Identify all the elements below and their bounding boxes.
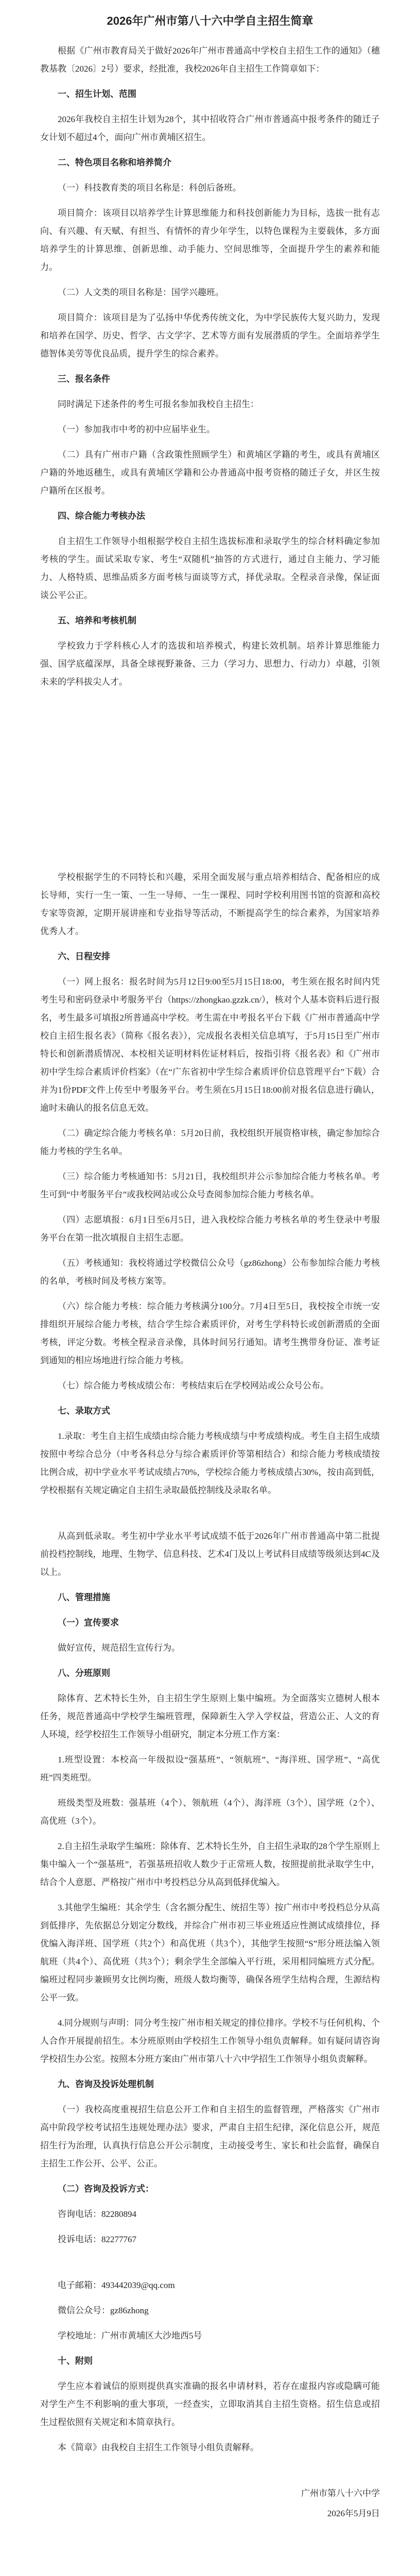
enrollment-plan-paragraph: 2026年我校自主招生计划为28个，其中招收符合广州市普通高中报考条件的随迁子女计划不超过4个，面向广州市黄埔区招生。 bbox=[40, 114, 380, 142]
classes-self-enrollment: 2.自主招生录取学生编班：除体育、艺术特长生外，自主招生录取的28个学生原则上集中编入一个“强基班”，若强基班招收人数少于正常班人数，按照提前批录取学生中，结合个人意愿、严格按广州市中考投档总分从高到低择优编入。 bbox=[40, 1841, 380, 1887]
section-heading-programs: 二、特色项目名称和培养简介 bbox=[58, 158, 171, 167]
intro-paragraph: 根据《广州市教育局关于做好2026年广州市普通高中学校自主招生工作的通知》（穗教基教〔2026〕2号）要求，经批准，我校2026年自主招生工作简章如下： bbox=[40, 46, 380, 74]
classes-principle: 除体育、艺术特长生外，自主招生学生原则上集中编班。为全面落实立德树人根本任务，规范普通高中学校学生编班管理，保障新生入学入学权益，营造公正、人文的育人环境，经学校招生工作领导小组研究，制定本分班工作方案： bbox=[40, 1693, 380, 1739]
blank-space-3 bbox=[40, 2256, 380, 2276]
schedule-preference: （四）志愿填报：6月1日至6月5日，进入我校综合能力考核名单的考生登录中考服务平台在第一批次填报自主招生志愿。 bbox=[40, 1215, 380, 1243]
consultation-subheading: （二）咨询及投诉方式： bbox=[58, 2184, 154, 2194]
blank-space bbox=[40, 698, 380, 868]
training-paragraph-1: 学校致力于学科核心人才的选拔和培养模式，构建长效机制。培养计算思维能力强、国学底蕴深厚，具备全球视野兼备、三力（学习力、思想力、行动力）卓越，引领未来的学科拔尖人才。 bbox=[40, 641, 380, 687]
appendix-paragraph-2: 本《简章》由我校自主招生工作领导小组负责解释。 bbox=[58, 2443, 259, 2452]
appendix-paragraph-1: 学生应本着诚信的原则提供真实准确的报名申请材料，若存在虚报内容或隐瞒可能对学生产生不利影响的重大事项，一经查实，立即取消其自主招生资格。招生信息或招生过程依照有关规定和本简章执行。 bbox=[40, 2381, 380, 2427]
management-subheading-classes: 八、分班原则 bbox=[58, 1668, 110, 1678]
program-humanities-name: （二）人文类的项目名称是：国学兴趣班。 bbox=[58, 287, 224, 297]
section-heading-consultation: 九、咨询及投诉处理机制 bbox=[58, 2079, 154, 2089]
section-heading-eligibility: 三、报名条件 bbox=[58, 374, 110, 384]
contact-wechat: 微信公众号：gz86zhong bbox=[58, 2306, 149, 2315]
classes-types: 1.班型设置：本校高一年级拟设“强基班”、“领航班”、“海洋班、国学班”、“高优班”四类班型。 bbox=[40, 1755, 380, 1783]
management-publicity-text: 做好宣传，规范招生宣传行为。 bbox=[58, 1643, 180, 1653]
management-subheading-publicity: （一）宣传要求 bbox=[58, 1618, 119, 1628]
section-heading-training: 五、培养和考核机制 bbox=[58, 616, 136, 625]
assessment-paragraph: 自主招生工作领导小组根据学校自主招生选拔标准和录取学生的综合材料确定参加考核的学生。面试采取专家、考生“双随机”抽答的方式进行，通过自主能力、学习能力、人格特质、思维品质多方面考核与面谈等方式，择优录取。全程录音录像，保证面谈公平公正。 bbox=[40, 536, 380, 600]
page-title: 2026年广州市第八十六中学自主招生简章 bbox=[107, 14, 313, 27]
contact-address: 学校地址：广州市黄埔区大沙地西5号 bbox=[58, 2331, 202, 2341]
section-heading-admission: 七、录取方式 bbox=[58, 1406, 110, 1416]
training-paragraph-2: 学校根据学生的不同特长和兴趣，采用全面发展与重点培养相结合、配备相应的成长导师，实行一生一策、一生一导师、一生一课程、同时学校利用图书馆的资源和高校专家等资源，定期开展讲座和专业指导等活动，不断提高学生的综合素养，为国家培养优秀人才。 bbox=[40, 872, 380, 936]
schedule-results: （七）综合能力考核成绩公布：考核结束后在学校网站或公众号公布。 bbox=[58, 1381, 329, 1391]
section-heading-management: 八、管理措施 bbox=[58, 1592, 110, 1602]
contact-email: 电子邮箱：493442039@qq.com bbox=[58, 2280, 175, 2290]
blank-space-4 bbox=[40, 2464, 380, 2484]
schedule-exam-notice: （五）考核通知：我校将通过学校微信公众号（gz86zhong）公布参加综合能力考核的名单，考核时间及考核方案等。 bbox=[40, 1258, 380, 1286]
classes-counts: 班级类型及班数：强基班（4个）、领航班（4个）、海洋班（3个）、国学班（2个）、高优班（3个）。 bbox=[40, 1798, 380, 1826]
classes-others: 3.其他学生编班：其余学生（含名额分配生、统招生等）按广州市中考投档总分从高到低排序，先依据总分划定分数线，并综合广州市初三毕业班适应性测试成绩排位，择优编入海洋班、国学班（共2个）和高优班（共3个），其他学生按照“S”形分班法编入领航班（共4个）、高优班（共3个）；剩余学生全部编入平行班，采用相同编班方式分配。编班过程同步兼顾男女比例均衡，班级人数均衡等，确保各班学生结构合理，生源结构公平一致。 bbox=[40, 1903, 380, 2003]
blank-space-2 bbox=[40, 1506, 380, 1527]
program-humanities-intro: 项目简介：该项目是为了弘扬中华优秀传统文化，为中学民族传大复兴助力，发现和培养在国学、历史、哲学、古文学字、艺术等方面有发展潜质的学生。全面培养学生德智体美劳等优良品质，提升学生的综合素养。 bbox=[40, 313, 380, 359]
schedule-registration: （一）网上报名：报名时间为5月12日9:00至5月15日18:00，考生须在报名时间内凭考生号和密码登录中考服务平台（https://zhongkao.gzzk.cn/），核对个人基本资料后进行报名，考生最多可填报2所普通高中学校。考生需在中考报名平台下载《广州市普通高中学校自主招生报名表》（简称《报名表》），完成报名表相关信息填写，于5月15日至广州市特长和创新潜质情况、本校相关证明材料佐证材料后，按指引将《报名表》和《广州市初中学生综合素质评价档案》（在“广东省初中学生综合素质评价信息管理平台”下载）合并为1份PDF文件上传至中考服务平台。考生须在5月15日18:00前对报名信息进行确认，逾时未确认的报名信息无效。 bbox=[40, 977, 380, 1113]
complaint-phone: 投诉电话：82277767 bbox=[58, 2234, 136, 2244]
eligibility-lead: 同时满足下述条件的考生可报名参加我校自主招生： bbox=[58, 399, 259, 409]
program-science-intro: 项目简介：该项目以培养学生计算思维能力和科技创新能力为目标，选拔一批有志向、有兴趣、有天赋、有担当、有情怀的青少年学生，以特色课程为主要载体，多方面培养学生的计算思维、创新思维、动手能力、空间思维等，全面提升学生的素养和能力。 bbox=[40, 208, 380, 272]
eligibility-item-2: （二）具有广州市户籍（含政策性照顾学生）和黄埔区学籍的考生，或具有黄埔区户籍的外地返穗生，或具有黄埔区学籍和公办普通高中报考资格的随迁子女，并区生按户籍所在区报考。 bbox=[40, 450, 380, 496]
section-heading-assessment: 四、综合能力考核办法 bbox=[58, 511, 145, 521]
section-heading-schedule: 六、日程安排 bbox=[58, 952, 110, 961]
consultation-phone: 咨询电话：82280894 bbox=[58, 2209, 136, 2219]
classes-tie-rule: 4.同分规则与声明：同分考生按广州市相关规定的排位排序。学校不与任何机构、个人合作开展提前招生。本分班原则由学校招生工作领导小组负责解释。如有疑问请咨询学校招生办公室。按照本分班方案由广州市第八十六中学招生工作领导小组负责解释。 bbox=[40, 2018, 380, 2064]
signature-organization: 广州市第八十六中学 bbox=[301, 2488, 380, 2498]
consultation-paragraph: （一）我校高度重视招生信息公开工作和自主招生的监督管理，严格落实《广州市高中阶段学校考试招生违规处理办法》要求，严肃自主招生纪律，深化信息公开，规范招生行为治理，认真执行信息公开公示制度，主动接受考生、家长和社会监督，确保自主招生工作公开、公平、公正。 bbox=[40, 2105, 380, 2168]
section-heading-appendix: 十、附则 bbox=[58, 2356, 93, 2366]
admission-paragraph-2: 从高到低录取。考生初中学业水平考试成绩不低于2026年广州市普通高中第二批提前投档控制线，地理、生物学、信息科技、艺术4门及以上考试科目成绩等级须达到4C及以上。 bbox=[40, 1531, 380, 1577]
section-heading-enrollment-plan: 一、招生计划、范围 bbox=[58, 89, 136, 99]
schedule-notice: （三）综合能力考核通知书：5月21日，我校组织并公示参加综合能力考核名单。考生可到“中考服务平台”或我校网站或公众号查阅参加综合能力考核名单。 bbox=[40, 1172, 380, 1199]
signature-date: 2026年5月9日 bbox=[327, 2509, 380, 2518]
eligibility-item-1: （一）参加我市中考的初中应届毕业生。 bbox=[58, 425, 215, 434]
program-science-name: （一）科技教育类的项目名称是：科创后备班。 bbox=[58, 183, 241, 193]
schedule-qualification: （二）确定综合能力考核名单：5月20日前，我校组织开展资格审核，确定参加综合能力考核的学生名单。 bbox=[40, 1128, 380, 1156]
admission-paragraph-1: 1.录取：考生自主招生成绩由综合能力考核成绩与中考成绩构成。考生自主招生成绩按照中考综合总分（中考各科总分与综合素质评价等第相结合）和综合能力考核成绩按比例合成，初中学业水平考试成绩占70%，学校综合能力考核成绩占30%，按由高到低，学校根据有关规定确定自主招生录取最低控制线及录取名单。 bbox=[40, 1431, 380, 1495]
schedule-assessment: （六）综合能力考核：综合能力考核满分100分。7月4日至5日，我校按全市统一安排组织开展综合能力考核，结合学生综合素质评价，对考生学科特长或创新潜质的全面考核，评定分数。考核全程录音录像，具体时间另行通知。请考生携带身份证、准考证到通知的相应场地进行综合能力考核。 bbox=[40, 1301, 380, 1365]
